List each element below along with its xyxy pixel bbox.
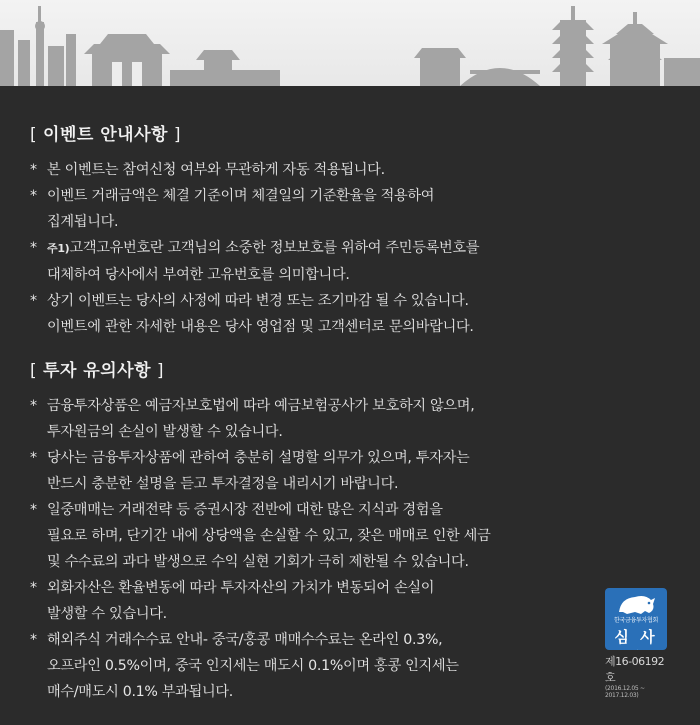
note-line: 필요로 하며, 단기간 내에 상당액을 손실할 수 있고, 잦은 매매로 인한 세금 (47, 528, 491, 544)
note-line: 당사는 금융투자상품에 관하여 충분히 설명할 의무가 있으며, 투자자는 (47, 450, 470, 466)
footnote-marker: 주1) (47, 242, 70, 255)
note-line: 투자원금의 손실이 발생할 수 있습니다. (47, 424, 283, 440)
note-line: 발생할 수 있습니다. (47, 606, 167, 622)
event-note-4: * 상기 이벤트는 당사의 사정에 따라 변경 또는 조기마감 될 수 있습니다. 이벤트에 관한 자세한 내용은 당사 영업점 및 고객센터로 문의바랍니다. (30, 293, 474, 335)
notice-content (30, 120, 590, 705)
event-section-title-text: 이벤트 안내사항 (43, 125, 168, 145)
city-skyline-banner (0, 0, 700, 86)
investment-note-3: * 일중매매는 거래전략 등 증권시장 전반에 대한 많은 지식과 경험을 필요로 하며, 단기간 내에 상당액을 손실할 수 있고, 잦은 매매로 인한 세금 및 수수료의 과다 발생으로 수익 실현 기회가 극히 제한될 수 있습니다. (30, 502, 491, 570)
note-line: 고객고유번호란 고객님의 소중한 정보보호를 위하여 주민등록번호를 (69, 240, 480, 256)
note-line: 해외주식 거래수수료 안내- 중국/홍콩 매매수수료는 온라인 0.3%, (47, 632, 443, 648)
investment-section-title-text: 투자 유의사항 (43, 361, 151, 381)
investment-note-5: * 해외주식 거래수수료 안내- 중국/홍콩 매매수수료는 온라인 0.3%, 오프라인 0.5%이며, 중국 인지세는 매도시 0.1%이며 홍콩 인지세는 매수/매도시 0.1% 부과됩니다. (30, 632, 459, 700)
skyline-illustration (0, 0, 700, 86)
review-organization: 한국금융투자협회 (614, 617, 658, 624)
note-line: 외화자산은 환율변동에 따라 투자자산의 가치가 변동되어 손실이 (47, 580, 435, 596)
note-line: 일중매매는 거래전략 등 증권시장 전반에 대한 많은 지식과 경험을 (47, 502, 443, 518)
note-line: 상기 이벤트는 당사의 사정에 따라 변경 또는 조기마감 될 수 있습니다. (47, 293, 469, 309)
review-approval-mark (605, 588, 671, 699)
event-note-2: * 이벤트 거래금액은 체결 기준이며 체결일의 기준환율을 적용하여 집계됩니다. (30, 188, 435, 230)
event-note-3: * 주1)고객고유번호란 고객님의 소중한 정보보호를 위하여 주민등록번호를 대체하여 당사에서 부여한 고유번호를 의미합니다. (30, 240, 480, 283)
note-line: 본 이벤트는 참여신청 여부와 무관하게 자동 적용됩니다. (47, 162, 385, 178)
note-line: 이벤트 거래금액은 체결 기준이며 체결일의 기준환율을 적용하여 (47, 188, 435, 204)
investment-note-1: * 금융투자상품은 예금자보호법에 따라 예금보험공사가 보호하지 않으며, 투자원금의 손실이 발생할 수 있습니다. (30, 398, 475, 440)
registration-number: 제16-06192호 (605, 655, 665, 684)
review-label: 심 사 (614, 628, 658, 646)
review-period: (2016.12.05 ~ 2017.12.03) (605, 685, 645, 699)
event-section-title: [ 이벤트 안내사항 ] (30, 125, 181, 145)
investment-section-title: [ 투자 유의사항 ] (30, 361, 165, 381)
event-notice-section (30, 120, 590, 340)
note-line: 반드시 충분한 설명을 듣고 투자결정을 내리시기 바랍니다. (47, 476, 399, 492)
investment-note-2: * 당사는 금융투자상품에 관하여 충분히 설명할 의무가 있으며, 투자자는 반드시 충분한 설명을 듣고 투자결정을 내리시기 바랍니다. (30, 450, 470, 492)
note-line: 금융투자상품은 예금자보호법에 따라 예금보험공사가 보호하지 않으며, (47, 398, 475, 414)
note-line: 오프라인 0.5%이며, 중국 인지세는 매도시 0.1%이며 홍콩 인지세는 (47, 658, 459, 674)
note-line: 매수/매도시 0.1% 부과됩니다. (47, 684, 234, 700)
note-line: 집계됩니다. (47, 214, 119, 230)
investment-notice-section (30, 356, 590, 705)
note-line: 및 수수료의 과다 발생으로 수익 실현 기회가 극히 제한될 수 있습니다. (47, 554, 469, 570)
review-seal (605, 588, 667, 650)
event-note-1: * 본 이벤트는 참여신청 여부와 무관하게 자동 적용됩니다. (30, 162, 385, 178)
note-line: 이벤트에 관한 자세한 내용은 당사 영업점 및 고객센터로 문의바랍니다. (47, 319, 474, 335)
bull-emblem-icon (605, 588, 667, 618)
note-line: 대체하여 당사에서 부여한 고유번호를 의미합니다. (47, 267, 350, 283)
investment-note-4: * 외화자산은 환율변동에 따라 투자자산의 가치가 변동되어 손실이 발생할 수 있습니다. (30, 580, 435, 622)
